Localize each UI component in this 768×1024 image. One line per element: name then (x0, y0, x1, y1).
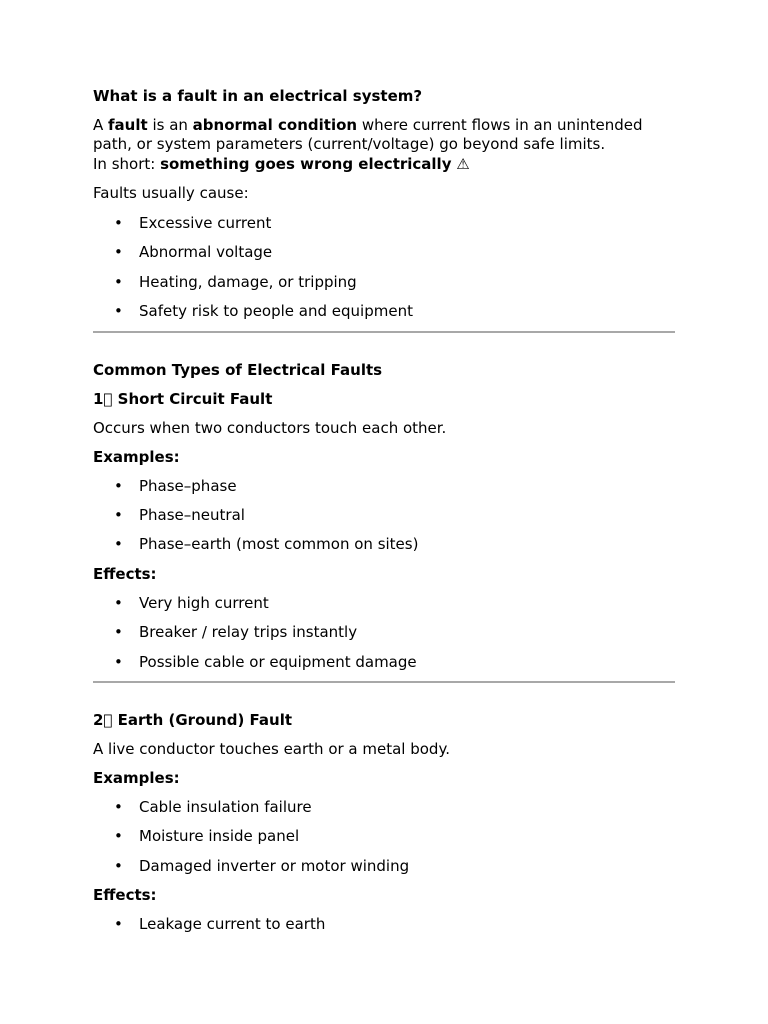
bullet-icon: • (114, 302, 123, 321)
list-item-text: Breaker / relay trips instantly (139, 623, 358, 642)
short-circuit-effects-list (93, 593, 675, 672)
list-item-text: Heating, damage, or tripping (139, 272, 357, 291)
effects-label: Effects: (93, 886, 157, 905)
bold-summary: something goes wrong electrically (160, 155, 452, 173)
in-short-line (93, 154, 675, 174)
earth-fault-effects-list (93, 914, 675, 934)
section-heading-fault-definition: What is a fault in an electrical system? (93, 87, 423, 105)
list-item (93, 272, 675, 292)
text-run: A (93, 116, 109, 134)
list-item-text: Moisture inside panel (139, 827, 300, 846)
bold-term-abnormal-condition: abnormal condition (192, 116, 358, 134)
list-item-text: Phase–earth (most common on sites) (139, 535, 419, 554)
list-item-text: Abnormal voltage (139, 243, 273, 262)
effects-label: Effects: (93, 564, 157, 583)
list-item (93, 534, 675, 554)
short-circuit-description: Occurs when two conductors touch each other. (93, 418, 447, 437)
list-item (93, 856, 675, 876)
bullet-icon: • (114, 535, 123, 554)
bullet-icon: • (114, 652, 123, 671)
fault-heading-earth-fault: 2⃣ Earth (Ground) Fault (93, 710, 293, 729)
list-item-text: Safety risk to people and equipment (139, 302, 413, 321)
bullet-icon: • (114, 505, 123, 524)
list-item-text: Cable insulation failure (139, 797, 312, 816)
list-item (93, 652, 675, 672)
bullet-icon: • (114, 272, 123, 291)
list-item (93, 914, 675, 934)
bullet-icon: • (114, 856, 123, 875)
list-item (93, 476, 675, 496)
bullet-icon: • (114, 243, 123, 262)
text-run: In short: (93, 155, 161, 173)
earth-fault-description: A live conductor touches earth or a metal body. (93, 739, 450, 758)
short-circuit-examples-list (93, 476, 675, 555)
bullet-icon: • (114, 476, 123, 495)
list-item (93, 301, 675, 321)
list-item-text: Leakage current to earth (139, 915, 326, 934)
text-run: is an (147, 116, 193, 134)
list-item (93, 242, 675, 262)
warning-icon: ⚠ (451, 155, 470, 173)
list-item (93, 505, 675, 525)
list-item (93, 622, 675, 642)
bullet-icon: • (114, 214, 123, 232)
bullet-icon: • (114, 797, 123, 816)
examples-label: Examples: (93, 768, 180, 787)
list-item-text: Phase–phase (139, 476, 237, 495)
earth-fault-examples-list (93, 797, 675, 876)
causes-intro: Faults usually cause: (93, 184, 249, 202)
list-item-text: Possible cable or equipment damage (139, 652, 417, 671)
text-run: where current flows in an unintended path, or system parameters (current/voltage) go beyond safe limits. (93, 116, 643, 153)
list-item (93, 593, 675, 613)
list-item (93, 797, 675, 817)
list-item-text: Excessive current (139, 214, 272, 232)
list-item (93, 213, 675, 233)
section-heading-fault-types: Common Types of Electrical Faults (93, 360, 383, 379)
bullet-icon: • (114, 623, 123, 642)
examples-label: Examples: (93, 447, 180, 466)
list-item-text: Phase–neutral (139, 505, 245, 524)
list-item (93, 826, 675, 846)
bullet-icon: • (114, 915, 123, 934)
document-content (93, 86, 675, 943)
fault-heading-short-circuit: 1⃣ Short Circuit Fault (93, 389, 273, 408)
list-item-text: Damaged inverter or motor winding (139, 856, 410, 875)
bullet-icon: • (114, 593, 123, 612)
bullet-icon: • (114, 827, 123, 846)
fault-definition-paragraph (93, 116, 675, 154)
causes-list (93, 213, 675, 321)
list-item-text: Very high current (139, 593, 269, 612)
bold-term-fault: fault (108, 116, 148, 134)
